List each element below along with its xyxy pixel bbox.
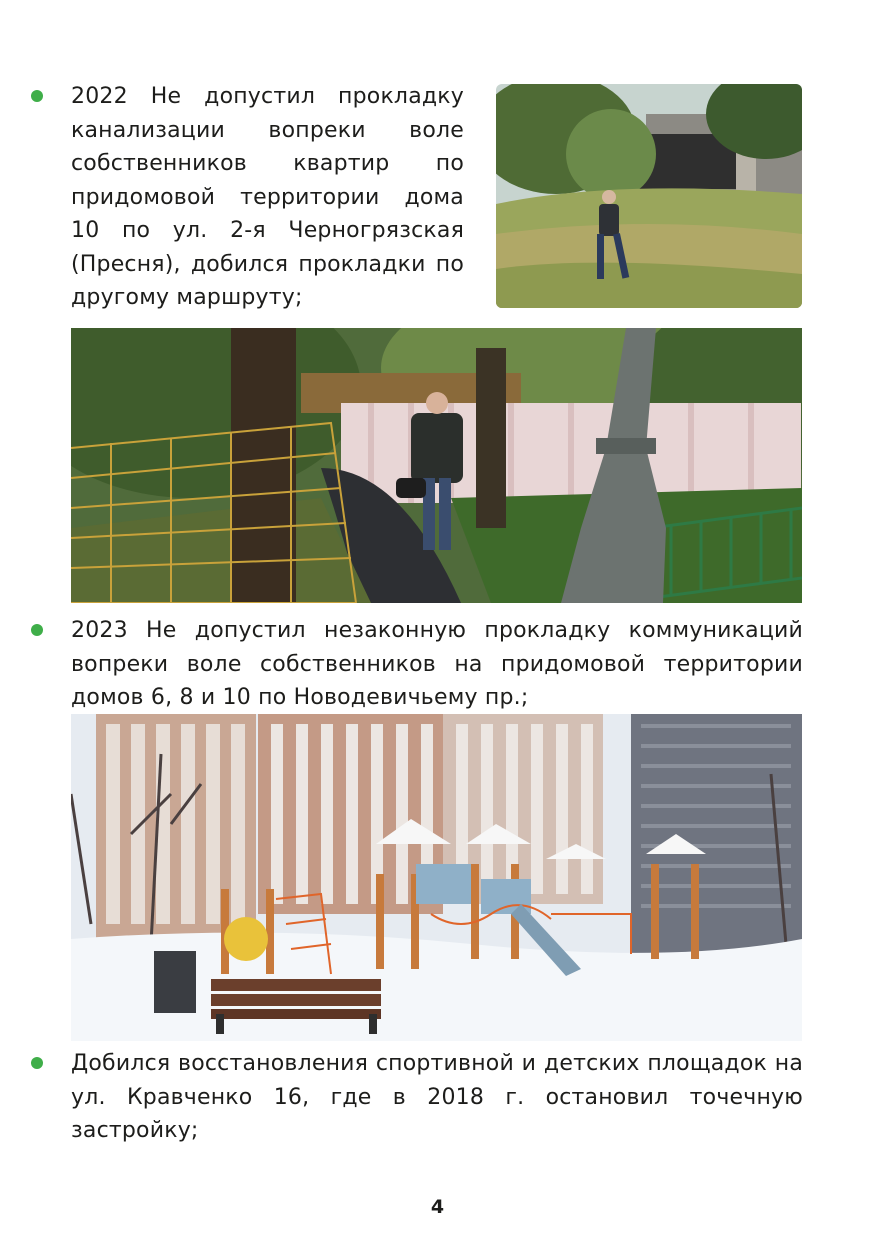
bullet-marker <box>31 1057 43 1069</box>
bullet-marker <box>31 90 43 102</box>
list-item-text: 2023 Не допустил незаконную прокладку коммуникаций вопреки воле собственников на придомовой территории домов 6, 8 и 10 по Новодевичьему пр.; <box>71 618 803 710</box>
photo-man-on-fenced-path <box>71 328 802 603</box>
photo-man-in-overgrown-yard <box>496 84 802 308</box>
bullet-marker <box>31 624 43 636</box>
photo-snowy-playground <box>71 714 802 1041</box>
list-item-text: 2022 Не допустил прокладку канализации вопреки воле собственников квартир по придомовой территории дома 10 по ул. 2-я Черногрязская (Пресня), добился прокладки по другому маршруту; <box>71 84 464 310</box>
list-item-text: Добился восстановления спортивной и детских площадок на ул. Кравченко 16, где в 2018 г. остановил точечную застройку; <box>71 1051 803 1143</box>
page-number: 4 <box>430 1196 445 1218</box>
